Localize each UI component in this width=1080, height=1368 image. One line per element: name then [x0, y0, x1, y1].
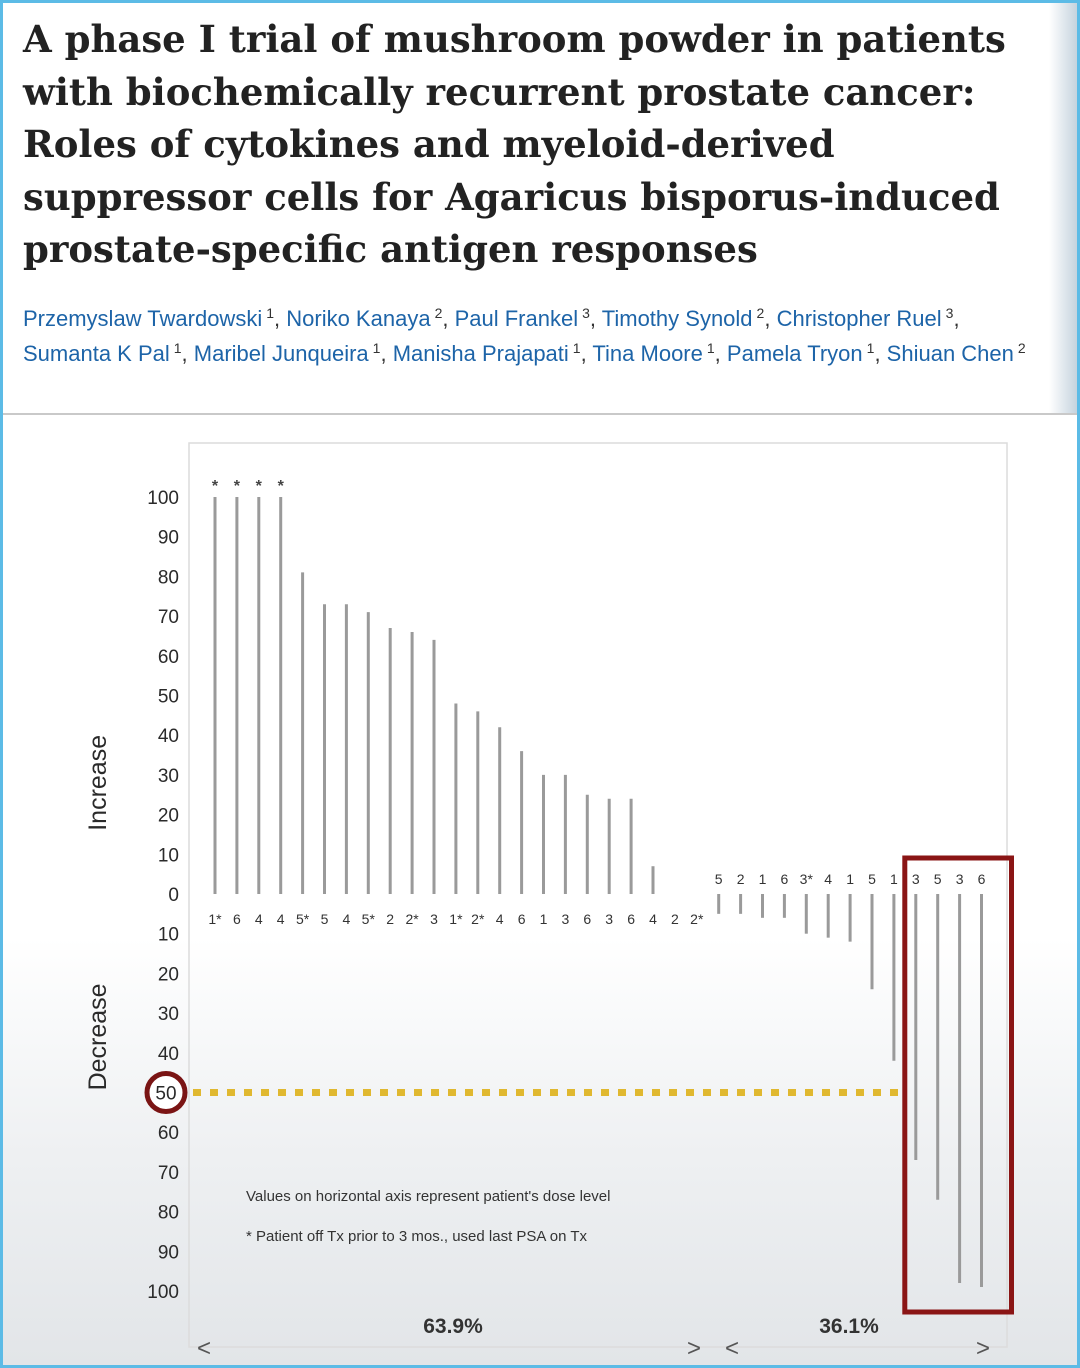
y-tick-label: 10 [157, 924, 179, 946]
author-separator: , [274, 306, 287, 331]
article-header [3, 3, 1077, 415]
arrow-left-open: < [196, 1335, 212, 1362]
category-label: 6 [780, 871, 789, 887]
y-tick-label: 30 [157, 765, 179, 787]
author-separator: , [953, 306, 960, 331]
author-separator: , [181, 341, 194, 366]
category-label: 2* [405, 911, 419, 927]
author-link[interactable] [777, 306, 954, 331]
author-separator: , [764, 306, 777, 331]
category-label: 1 [846, 871, 854, 887]
y-tick-label: 0 [168, 885, 179, 906]
author-name: Timothy Synold [601, 306, 753, 331]
asterisk-marker: * [211, 478, 219, 495]
affiliation-number[interactable]: 1 [706, 340, 715, 356]
author-link[interactable] [727, 341, 875, 366]
y-tick-label: 10 [157, 845, 179, 867]
category-label: 5 [933, 871, 942, 887]
y-tick-label: 80 [157, 1202, 179, 1224]
y-tick-label: 100 [147, 488, 179, 509]
author-link[interactable] [455, 306, 590, 331]
category-label: 6 [517, 911, 526, 927]
category-label: 1* [208, 911, 222, 927]
y-tick-label: 20 [157, 805, 179, 827]
y-tick-label: 20 [157, 964, 179, 986]
article-title: A phase I trial of mushroom powder in patients with biochemically recurrent prostate cancer: Roles of cytokines and myeloid-derived suppressor cells for Agaricus bisporus-induced prostate-specific antigen responses [23, 17, 1006, 271]
author-separator: , [580, 341, 593, 366]
y-tick-label: 60 [157, 646, 179, 668]
category-label: 1 [890, 871, 898, 887]
author-name: Paul Frankel [454, 306, 579, 331]
author-link[interactable] [602, 306, 765, 331]
y-tick-label: 80 [157, 567, 179, 589]
category-label: 5 [868, 871, 876, 887]
asterisk-marker: * [233, 478, 241, 495]
author-name: Noriko Kanaya [286, 306, 431, 331]
affiliation-number[interactable]: 2 [434, 305, 443, 321]
y-tick-label: 50 [157, 686, 179, 708]
category-label: 3 [430, 911, 438, 927]
category-label: 5 [714, 871, 723, 887]
category-label: 2 [386, 911, 395, 927]
affiliation-number[interactable]: 2 [1017, 340, 1026, 356]
affiliation-number[interactable]: 1 [266, 305, 275, 321]
author-name: Przemyslaw Twardowski [23, 306, 263, 331]
plot-frame [189, 443, 1007, 1347]
y-tick-label: 30 [157, 1004, 179, 1026]
author-name: Shiuan Chen [886, 341, 1014, 366]
author-name: Manisha Prajapati [392, 341, 569, 366]
category-label: 1 [539, 911, 548, 927]
category-label: 6 [977, 871, 986, 887]
asterisk-marker: * [255, 478, 262, 495]
y-tick-label: 60 [157, 1123, 179, 1145]
category-label: 4 [495, 911, 504, 927]
category-label: 3* [799, 871, 813, 887]
header-shadow [1049, 3, 1077, 413]
category-label: 6 [583, 911, 592, 927]
author-separator: , [380, 341, 393, 366]
author-separator: , [874, 341, 887, 366]
category-label: 2 [736, 871, 745, 887]
y-tick-label: 100 [147, 1282, 179, 1303]
y-axis-label-increase: Increase [84, 734, 112, 831]
reference-label: 50 [155, 1083, 177, 1105]
author-link[interactable] [23, 306, 274, 331]
category-label: 2* [690, 911, 704, 927]
affiliation-number[interactable]: 1 [572, 340, 581, 356]
author-link[interactable] [592, 341, 714, 366]
y-tick-label: 40 [157, 726, 179, 748]
author-separator: , [442, 306, 455, 331]
category-label: 3 [911, 871, 920, 887]
asterisk-marker: * [277, 478, 284, 495]
percentage-right: 36.1% [819, 1315, 879, 1338]
category-label: 4 [342, 911, 351, 927]
category-label: 1 [758, 871, 767, 887]
category-label: 3 [561, 911, 570, 927]
y-tick-label: 70 [157, 607, 179, 629]
category-label: 3 [605, 911, 614, 927]
category-label: 4 [649, 911, 657, 927]
author-link[interactable] [23, 341, 182, 366]
category-label: 5* [295, 911, 310, 927]
author-link[interactable] [887, 341, 1026, 366]
psa-response-chart [3, 415, 1077, 1365]
affiliation-number[interactable]: 2 [756, 305, 765, 321]
affiliation-number[interactable]: 1 [372, 340, 381, 356]
author-name: Maribel Junqueira [193, 341, 369, 366]
affiliation-number[interactable]: 1 [173, 340, 182, 356]
category-label: 4 [824, 871, 833, 887]
category-label: 5 [320, 911, 329, 927]
category-label: 5* [361, 911, 375, 927]
category-label: 4 [254, 911, 263, 927]
chart-area [3, 415, 1077, 1365]
author-list [23, 301, 1043, 371]
y-tick-label: 90 [157, 1242, 179, 1264]
category-label: 6 [233, 911, 241, 927]
category-label: 2* [471, 911, 485, 927]
author-link[interactable] [286, 306, 442, 331]
category-label: 4 [276, 911, 285, 927]
arrow-right-open: < [724, 1335, 740, 1362]
category-label: 1* [449, 911, 463, 927]
author-name: Sumanta K Pal [23, 341, 170, 366]
chart-note: * Patient off Tx prior to 3 mos., used last PSA on Tx [246, 1228, 588, 1245]
affiliation-number[interactable]: 3 [582, 305, 590, 321]
y-tick-label: 40 [157, 1043, 179, 1065]
author-name: Tina Moore [592, 341, 703, 366]
category-label: 3 [955, 871, 964, 887]
category-label: 2 [671, 911, 679, 927]
author-link[interactable] [194, 341, 381, 366]
author-separator: , [589, 306, 602, 331]
category-label: 6 [627, 911, 635, 927]
affiliation-number[interactable]: 3 [945, 305, 954, 321]
y-tick-label: 90 [157, 527, 179, 549]
author-name: Pamela Tryon [726, 341, 863, 366]
y-axis-label-decrease: Decrease [84, 983, 112, 1091]
chart-note: Values on horizontal axis represent patient's dose level [246, 1188, 611, 1205]
arrow-left-close: > [686, 1335, 702, 1362]
affiliation-number[interactable]: 1 [866, 340, 875, 356]
author-link[interactable] [393, 341, 581, 366]
y-tick-label: 70 [157, 1162, 179, 1184]
percentage-left: 63.9% [423, 1315, 483, 1338]
arrow-right-close: > [975, 1335, 991, 1362]
author-separator: , [714, 341, 727, 366]
author-name: Christopher Ruel [776, 306, 942, 331]
